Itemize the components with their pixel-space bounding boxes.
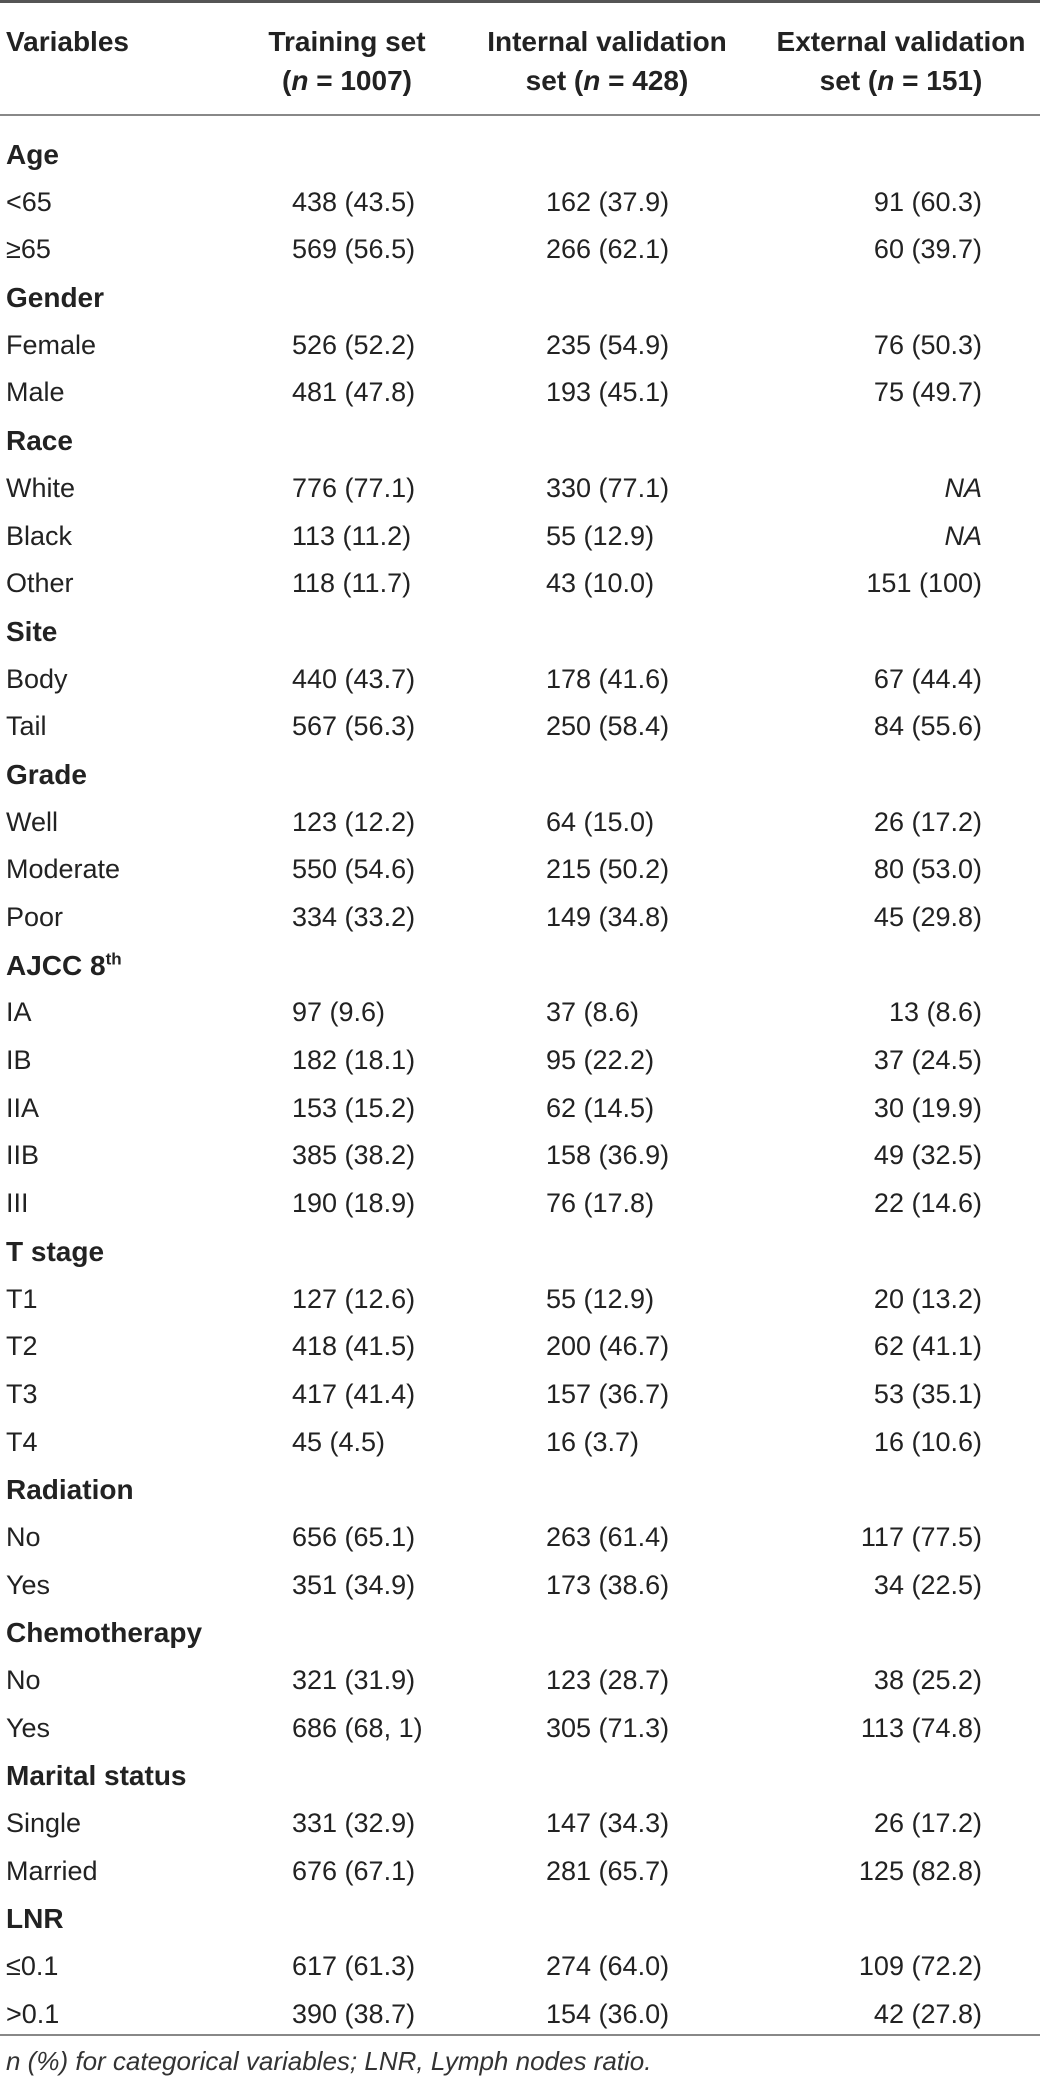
group-label: T stage [6,1235,105,1267]
group-label: Age [6,139,59,170]
internal-value: 215 (50.2) [546,854,670,885]
internal-value: 266 (62.1) [546,234,670,265]
table-row [0,1800,1040,1848]
row-label: IA [6,997,32,1028]
internal-value: 162 (37.9) [546,186,670,217]
row-label: White [6,472,76,503]
table-row [0,1848,1040,1896]
row-label: Tail [6,711,47,742]
external-value: 62 (41.1) [873,1331,982,1362]
training-value: 182 (18.1) [292,1045,416,1076]
external-value: 80 (53.0) [873,854,982,885]
external-value: 13 (8.6) [888,997,982,1028]
internal-value: 16 (3.7) [546,1426,640,1457]
external-value: 42 (27.8) [873,1998,982,2029]
training-value: 331 (32.9) [292,1808,416,1839]
group-label: LNR [6,1903,64,1935]
table-row [0,1991,1040,2039]
training-value: 617 (61.3) [292,1951,416,1982]
training-value: 127 (12.6) [292,1283,416,1314]
training-value: 440 (43.7) [292,663,416,694]
internal-value: 263 (61.4) [546,1521,670,1552]
training-value: 97 (9.6) [292,997,386,1028]
row-label: Poor [6,902,64,932]
group-header-row [0,1609,1040,1657]
external-value: 113 (74.8) [860,1712,982,1743]
header-internal-line1: Internal validation [487,26,727,57]
table-row [0,989,1040,1037]
internal-value: 149 (34.8) [546,902,670,932]
table-row [0,1132,1040,1180]
row-label: Black [6,520,73,551]
external-value: 125 (82.8) [858,1855,982,1886]
row-label: IIB [6,1140,40,1171]
header-divider-rule [0,114,1040,116]
table-row [0,1085,1040,1133]
group-label: Grade [6,758,87,790]
training-value: 567 (56.3) [292,711,416,742]
internal-value: 330 (77.1) [546,472,670,503]
row-label: Well [6,806,59,837]
table-row [0,226,1040,274]
internal-value: 281 (65.7) [546,1855,670,1886]
row-label: T1 [6,1283,38,1314]
external-value: 16 (10.6) [873,1426,982,1457]
header-internal-count: = 428) [600,65,689,96]
row-label: No [6,1521,41,1552]
external-value: 20 (13.2) [873,1283,982,1314]
header-internal-n: n [583,65,601,96]
table-row [0,799,1040,847]
internal-value: 200 (46.7) [546,1331,670,1362]
row-label: ≥65 [6,234,51,265]
table-row [0,1419,1040,1467]
table-body [0,131,1040,2039]
training-value: 550 (54.6) [292,854,416,885]
internal-value: 62 (14.5) [546,1092,655,1123]
table-row [0,703,1040,751]
row-label: ≤0.1 [6,1951,59,1982]
table-row [0,179,1040,227]
header-external-count: = 151) [894,65,983,96]
row-label: IIA [6,1092,40,1123]
row-label: Yes [6,1569,51,1600]
training-value: 417 (41.4) [292,1378,416,1409]
internal-value: 250 (58.4) [546,711,670,742]
header-internal-pre: set ( [525,65,584,96]
row-label: Body [6,663,68,694]
table-row [0,560,1040,608]
group-label: Chemotherapy [6,1617,203,1649]
group-header-row [0,131,1040,179]
external-value: 38 (25.2) [873,1665,982,1695]
header-external-validation [762,22,1040,100]
internal-value: 43 (10.0) [546,568,655,599]
row-label: T2 [6,1331,38,1362]
training-value: 776 (77.1) [292,472,416,503]
external-value: 60 (39.7) [873,234,982,265]
external-value: 22 (14.6) [873,1188,982,1219]
table-top-rule [0,0,1040,3]
external-value: 34 (22.5) [873,1569,982,1600]
row-label: Moderate [6,854,121,885]
group-label: Race [6,425,73,457]
header-external-pre: set ( [819,65,878,96]
group-header-row [0,751,1040,799]
training-value: 569 (56.5) [292,234,416,265]
external-value: 117 (77.5) [860,1521,982,1552]
internal-value: 158 (36.9) [546,1140,670,1171]
training-value: 334 (33.2) [292,902,416,932]
external-value: NA [944,520,982,551]
training-value: 481 (47.8) [292,377,416,408]
training-value: 438 (43.5) [292,186,416,217]
external-value: 91 (60.3) [873,186,982,217]
header-training-count: = 1007) [308,65,412,96]
group-header-row [0,1228,1040,1276]
training-value: 676 (67.1) [292,1855,416,1886]
table-row [0,1943,1040,1991]
group-header-row [0,1752,1040,1800]
header-training-line2: (n = 1007) [282,65,412,96]
internal-value: 76 (17.8) [546,1188,655,1219]
row-label: <65 [6,186,52,217]
external-value: 76 (50.3) [873,329,982,360]
group-label: Site [6,615,58,647]
row-label: T3 [6,1378,38,1409]
table-footnote: n (%) for categorical variables; LNR, Lymph nodes ratio. [6,2046,652,2076]
row-label: >0.1 [6,1998,60,2029]
external-value: 30 (19.9) [873,1092,982,1123]
training-value: 686 (68, 1) [292,1712,423,1743]
row-label: Male [6,377,65,408]
header-external-line2 [762,61,1040,100]
group-label: Marital status [6,1760,187,1792]
header-variables: Variables [6,26,129,57]
group-header-row [0,1466,1040,1514]
table-row [0,1180,1040,1228]
training-value: 190 (18.9) [292,1188,416,1219]
group-header-row [0,942,1040,990]
header-external-line1: External validation [776,26,1026,57]
external-value: 26 (17.2) [873,806,982,837]
external-value: 49 (32.5) [873,1140,982,1171]
table-row [0,1562,1040,1610]
training-value: 351 (34.9) [292,1569,416,1600]
row-label: Single [6,1808,82,1839]
internal-value: 37 (8.6) [546,997,640,1028]
header-training-set [246,22,448,100]
group-label-superscript: th [105,949,122,969]
external-value: 75 (49.7) [873,377,982,408]
training-value: 113 (11.2) [292,520,412,551]
external-value: 53 (35.1) [873,1378,982,1409]
group-label: Gender [6,282,105,314]
external-value: 151 (100) [866,568,982,599]
group-header-row [0,608,1040,656]
header-internal-validation [472,22,742,100]
table-row [0,1037,1040,1085]
table-row [0,465,1040,513]
internal-value: 178 (41.6) [546,663,670,694]
row-label: Yes [6,1712,51,1743]
table-row [0,1276,1040,1324]
row-label: IB [6,1045,32,1076]
table-row [0,1657,1040,1705]
row-label: III [6,1188,29,1219]
group-header-row [0,1895,1040,1943]
external-value: 84 (55.6) [873,711,982,742]
internal-value: 274 (64.0) [546,1951,670,1982]
header-internal-line2 [472,61,742,100]
header-external-n: n [877,65,895,96]
group-header-row [0,417,1040,465]
internal-value: 154 (36.0) [546,1998,670,2029]
internal-value: 55 (12.9) [546,1283,655,1314]
training-value: 656 (65.1) [292,1521,416,1552]
table-row [0,513,1040,561]
external-value: 26 (17.2) [873,1808,982,1839]
row-label: Married [6,1855,98,1886]
training-value: 45 (4.5) [292,1426,386,1457]
row-label: Female [6,329,97,360]
table-row [0,1323,1040,1371]
training-value: 118 (11.7) [292,568,412,599]
table-bottom-rule [0,2034,1040,2036]
external-value: 45 (29.8) [873,902,982,932]
header-training-line1: Training set [268,26,426,57]
table-row [0,322,1040,370]
internal-value: 123 (28.7) [546,1665,670,1695]
table-row [0,369,1040,417]
table-row [0,1514,1040,1562]
table-row [0,656,1040,704]
table-row [0,1705,1040,1753]
external-value: 67 (44.4) [873,663,982,694]
row-label: Other [6,568,74,599]
external-value: 37 (24.5) [873,1045,982,1076]
external-value: NA [944,472,982,503]
training-value: 385 (38.2) [292,1140,416,1171]
row-label: No [6,1665,41,1695]
internal-value: 193 (45.1) [546,377,670,408]
internal-value: 64 (15.0) [546,806,655,837]
internal-value: 157 (36.7) [546,1378,670,1409]
row-label: T4 [6,1426,38,1457]
group-label: AJCC 8th [6,949,122,981]
internal-value: 147 (34.3) [546,1808,670,1839]
table-row [0,846,1040,894]
training-value: 321 (31.9) [292,1665,416,1695]
external-value: 109 (72.2) [858,1951,982,1982]
table-row [0,894,1040,942]
training-value: 153 (15.2) [292,1092,416,1123]
table-row [0,1371,1040,1419]
training-value: 526 (52.2) [292,329,416,360]
training-value: 390 (38.7) [292,1998,416,2029]
internal-value: 55 (12.9) [546,520,655,551]
group-header-row [0,274,1040,322]
header-training-n: n [291,65,309,96]
group-label: Radiation [6,1474,134,1506]
training-value: 123 (12.2) [292,806,416,837]
internal-value: 235 (54.9) [546,329,670,360]
internal-value: 305 (71.3) [546,1712,670,1743]
internal-value: 173 (38.6) [546,1569,670,1600]
internal-value: 95 (22.2) [546,1045,655,1076]
training-value: 418 (41.5) [292,1331,416,1362]
